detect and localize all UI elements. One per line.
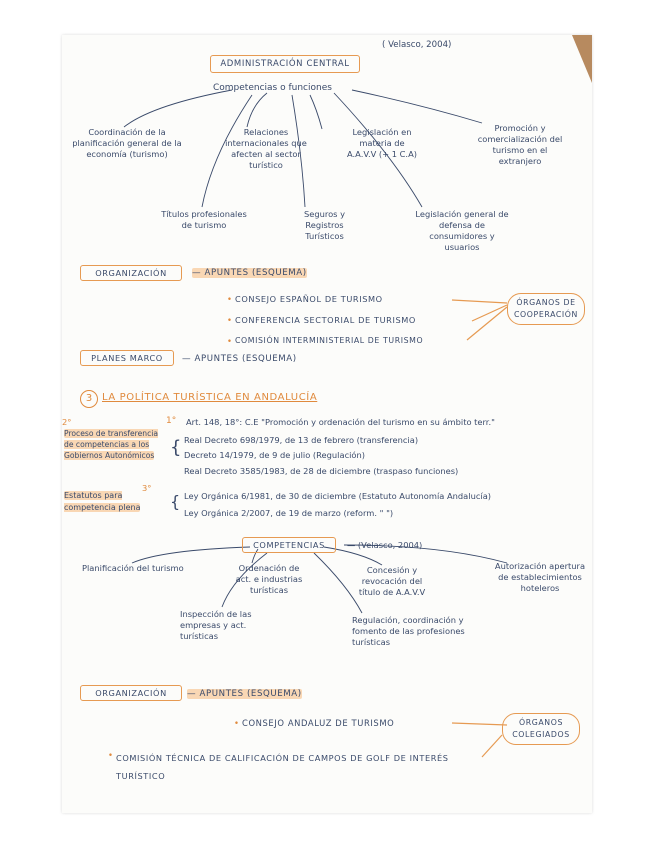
competencias-title: COMPETENCIAS [253, 540, 325, 550]
bullet: • [227, 315, 233, 325]
law-item: Ley Orgánica 2/2007, de 19 de marzo (reform. " ") [184, 508, 394, 518]
apuntes-highlight: — APUNTES (ESQUEMA) [192, 268, 307, 278]
function-item: Promoción y comercialización del turismo en el extranjero [477, 123, 563, 166]
function-item: Coordinación de la planificación general de la economía (turismo) [72, 127, 182, 159]
citation: — (Velasco, 2004) [347, 540, 423, 550]
brace: { [170, 492, 181, 511]
organos-label: ÓRGANOS COLEGIADOS [512, 718, 570, 739]
decree-item: Real Decreto 698/1979, de 13 de febrero (transferencia) [184, 435, 419, 445]
decree-item: Real Decreto 3585/1983, de 28 de diciembre (traspaso funciones) [184, 466, 459, 476]
competencia-item: Inspección de las empresas y act. turísticas [180, 609, 252, 641]
competencia-item: Ordenación de act. e industrias turísticas [235, 563, 303, 595]
organizacion-box [80, 265, 182, 281]
admin-central-box [210, 55, 360, 73]
bullet: • [234, 718, 240, 728]
estatutos-label [64, 490, 154, 514]
article-text: Art. 148, 18°: C.E "Promoción y ordenación del turismo en su ámbito terr." [186, 417, 495, 427]
transfer-highlight: Proceso de transferencia de competencias a los Gobiernos Autonómicos [64, 429, 159, 460]
function-item: Legislación en materia de A.A.V.V (+ 1 C.A) [347, 127, 417, 159]
organizacion-label: ORGANIZACIÓN [95, 688, 167, 698]
planes-marco-box [80, 350, 174, 366]
section3-title: LA POLÍTICA TURÍSTICA EN ANDALUCÍA [102, 392, 318, 403]
bullet: • [227, 336, 233, 346]
citation: ( Velasco, 2004) [382, 40, 452, 50]
decree-item: Decreto 14/1979, de 9 de julio (Regulación) [184, 450, 366, 460]
estatutos-highlight: Estatutos para competencia plena [64, 491, 141, 512]
organos-label: ÓRGANOS DE COOPERACIÓN [514, 298, 578, 319]
org-item: COMISIÓN INTERMINISTERIAL DE TURISMO [235, 336, 424, 345]
brace: { [170, 437, 182, 458]
transfer-label [64, 428, 168, 461]
law-item: Ley Orgánica 6/1981, de 30 de diciembre (Estatuto Autonomía Andalucía) [184, 491, 492, 501]
planes-label: PLANES MARCO [91, 353, 163, 363]
section-subtitle: Competencias o funciones [213, 83, 332, 93]
organizacion-label: ORGANIZACIÓN [95, 268, 167, 278]
apuntes-label: — APUNTES (ESQUEMA) [182, 354, 297, 364]
note-number: 3° [142, 483, 152, 493]
note-number: 1° [166, 416, 177, 426]
section-number: 3 [80, 390, 98, 408]
notebook-page [62, 35, 592, 813]
org-item: CONFERENCIA SECTORIAL DE TURISMO [235, 315, 416, 325]
competencia-item: Planificación del turismo [82, 563, 184, 573]
function-item: Legislación general de defensa de consumidores y usuarios [415, 209, 509, 252]
note-number: 2° [62, 417, 72, 427]
competencia-item: Regulación, coordinación y fomento de las profesiones turísticas [352, 615, 465, 647]
competencia-item: Autorización apertura de establecimientos hoteleros [494, 561, 586, 593]
org-item: CONSEJO ESPAÑOL DE TURISMO [235, 294, 383, 304]
bullet: • [227, 294, 233, 304]
competencias-box [242, 537, 336, 553]
function-item: Relaciones internacionales que afecten al sector turístico [225, 127, 307, 170]
organos-colegiados-box [502, 713, 580, 745]
apuntes-label [192, 267, 307, 279]
function-item: Títulos profesionales de turismo [161, 209, 247, 230]
bullet: • [108, 750, 114, 760]
apuntes-label [187, 688, 302, 700]
apuntes-highlight: — APUNTES (ESQUEMA) [187, 689, 302, 699]
org-item: COMISIÓN TÉCNICA DE CALIFICACIÓN DE CAMPOS DE GOLF DE INTERÉS TURÍSTICO [116, 753, 449, 781]
organizacion-box [80, 685, 182, 701]
organos-cooperacion-box [507, 293, 585, 325]
section-title: ADMINISTRACIÓN CENTRAL [220, 59, 350, 69]
competencia-item: Concesión y revocación del título de A.A.V.V [358, 565, 426, 597]
org-item: CONSEJO ANDALUZ DE TURISMO [242, 718, 395, 728]
function-item: Seguros y Registros Turísticos [303, 209, 346, 241]
